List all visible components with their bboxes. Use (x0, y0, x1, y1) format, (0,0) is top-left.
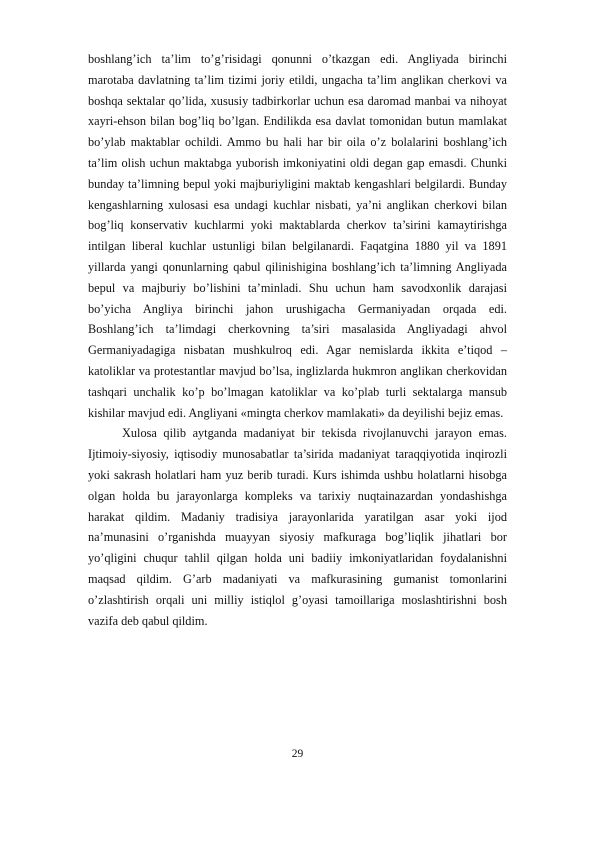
page-number: 29 (291, 748, 304, 760)
paragraph-conclusion: Xulosa qilib aytganda madaniyat bir tekisda rivojlanuvchi jarayon emas. Ijtimoiy-siyosiy, iqtisodiy munosabatlar ta’sirida madaniyat taraqqiyotida inqirozli yoki sakrash holatlari ham yuz berib turadi. Kurs ishimda ushbu holatlarni hisobga olgan holda bu jarayonlarga kompleks va tarixiy nuqtainazardan yondashishga harakat qildim. Madaniy tradisiya jarayonlarida yaratilgan asar yoki ijod na’munasini o’rganishda muayyan siyosiy mafkuraga bog’liqlik jihatlari bor yo’qligini chuqur tahlil qilgan holda uni badiiy imkoniyatlaridan foydalanishni maqsad qildim. G’arb madaniyati va mafkurasining gumanist tomonlarini o’zlashtirish orqali uni milliy istiqlol g’oyasi tamoillariga moslashtirishni bosh vazifa deb qabul qildim. (88, 426, 507, 628)
body-text (88, 49, 507, 631)
paragraph-england-education: boshlang’ich ta’lim to’g’risidagi qonunni o’tkazgan edi. Angliyada birinchi marotaba davlatning ta’lim tizimi joriy etildi, ungacha ta’lim anglikan cherkovi va boshqa sektalar qo’lida, xususiy tadbirkorlar uchun esa daromad manbai va nihoyat xayri-ehson bilan bog’liq bo’lgan. Endilikda esa davlat tomonidan butun mamlakat bo’ylab maktablar ochildi. Ammo bu hali har bir oila o’z bolalarini boshlang’ich ta’lim olish uchun maktabga yuborish imkoniyatini oldi degan gap emasdi. Chunki bunday ta’limning bepul yoki majburiyligini maktab kengashlari belgilardi. Bunday kengashlarning xulosasi esa undagi kuchlar nisbati, ya’ni anglikan cherkovi bilan bog’liq konservativ kuchlarmi yoki maktablarda cherkov ta’sirini kamaytirishga intilgan liberal kuchlar ustunligi bilan belgilanardi. Faqatgina 1880 yil va 1891 yillarda yangi qonunlarning qabul qilinishigina boshlang’ich ta’limning Angliyada bepul va majburiy bo’lishini ta’minladi. Shu uchun ham savodxonlik darajasi bo’yicha Angliya birinchi jahon urushigacha Germaniyadan orqada edi. Boshlang’ich ta’limdagi cherkovning ta’siri masalasida Angliyadagi ahvol Germaniyadagiga nisbatan mushkulroq edi. Agar nemislarda ikkita e’tiqod – katoliklar va protestantlar mavjud bo’lsa, inglizlarda hukmron anglikan cherkovidan tashqari unchalik ko’p bo’lmagan katoliklar va ko’plab turli sektalarga mansub kishilar mavjud edi. Angliyani «mingta cherkov mamlakati» da deyilishi bejiz emas. (88, 52, 507, 420)
